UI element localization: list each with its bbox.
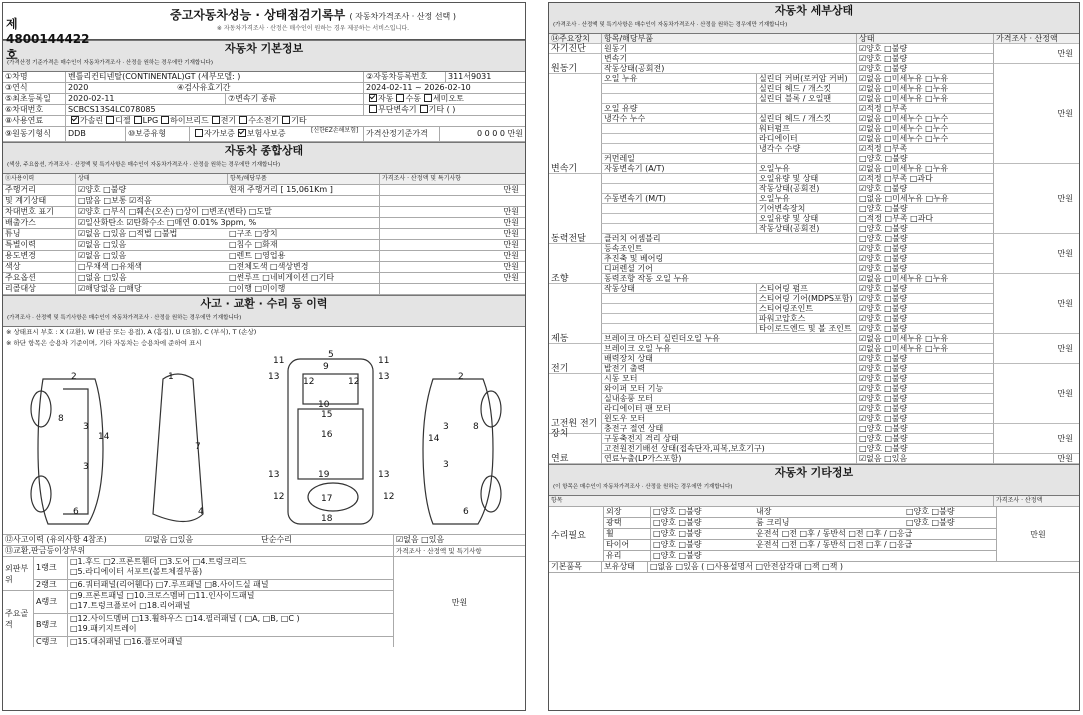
detail-subitem — [756, 154, 856, 164]
detail-status: ☑적정 □부족 — [856, 144, 993, 154]
detail-status: ☑양호 □불량 — [856, 264, 993, 274]
summary-row: 튜닝 ☑없음 □있음 □적법 □불법 □구조 □장치 만원 — [3, 229, 525, 240]
other-table: 수리필요 외장 □양호 □불량 내장 □양호 □불량 광택 □양호 □불량 룸 크리닝 □양호 □불량 휠 □양호 □불량 운전석 □전 □후 / 동반석 □전 □후 / □응급 타이어 □양호 □불량 운전석 □전 □후 / 동반석 □전 □후 / □응급 유리 □양호 □불량 만원 — [549, 507, 1079, 562]
detail-item — [601, 224, 756, 234]
detail-status: ☑없음 □미세누유 □누유 — [856, 74, 993, 84]
detail-item — [601, 184, 756, 194]
summary-table — [3, 185, 525, 295]
detail-status: ☑양호 □불량 — [856, 184, 993, 194]
detail-status: □양호 □불량 — [856, 434, 993, 444]
detail-item: 발전기 출력 — [601, 364, 856, 374]
detail-item: 배력장치 상태 — [601, 354, 856, 364]
detail-status: □양호 □불량 — [856, 204, 993, 214]
diagram-label-16: 16 — [321, 430, 333, 440]
detail-status: ☑양호 □불량 — [856, 314, 993, 324]
detail-item: 자동변속기 (A/T) — [601, 164, 756, 174]
detail-status: ☑없음 □미세누수 □누수 — [856, 124, 993, 134]
detail-status: ☑없음 □미세누유 □누유 — [856, 334, 993, 344]
detail-status: ☑양호 □불량 — [856, 374, 993, 384]
row-first-reg: ⑤최초등록일 2020-02-11 ⑦변속기 종류 자동 수동 세미오토 — [3, 94, 525, 105]
detail-item: 시동 모터 — [601, 374, 856, 384]
other-row: 유리 □양호 □불량 — [604, 551, 996, 562]
detail-item — [601, 84, 756, 94]
diagram-label-11: 11 — [273, 356, 285, 366]
detail-item: 브레이크 오일 누유 — [601, 344, 856, 354]
other-row: 광택 □양호 □불량 룸 크리닝 □양호 □불량 — [604, 518, 996, 529]
summary-header: 자동차 종합상태 (색상, 주요옵션, 가격조사 · 산정액 및 특기사항은 매수인이 자동차가격조사 · 산정을 원하는 경우에만 기재합니다) — [3, 142, 525, 174]
diagram-label-4: 4 — [198, 507, 204, 517]
accident-header: 사고 · 교환 · 수리 등 이력 (가격조사 · 산정액 및 특기사항은 매수인이 자동차가격조사 · 산정을 원하는 경우에만 기재합니다) — [3, 295, 525, 327]
title-choice: ( 자동차가격조사 · 산정 선택 ) — [349, 12, 456, 21]
detail-status: ☑양호 □불량 — [856, 414, 993, 424]
detail-item: 동력조향 작동 오일 누유 — [601, 274, 856, 284]
car-diagram — [3, 349, 525, 535]
detail-subitem: 오일유량 및 상태 — [756, 214, 856, 224]
detail-status: ☑없음 □미세누수 □누수 — [856, 114, 993, 124]
detail-table — [549, 44, 1079, 464]
detail-subitem: 실린더 커버(로커암 커버) — [756, 74, 856, 84]
summary-columns: ⑪사용이력 상태 항목/해당부품 가격조사 · 산정액 및 특기사항 — [3, 174, 525, 185]
detail-item: 구동축전지 격리 상태 — [601, 434, 856, 444]
detail-subitem: 냉각수 수량 — [756, 144, 856, 154]
row-vin: ⑥차대번호 SCBCS13S4LC078085 무단변속기 기타 ( ) — [3, 105, 525, 116]
detail-item — [601, 294, 756, 304]
detail-item: 오일 유량 — [601, 104, 756, 114]
detail-category: 원동기 — [549, 64, 601, 74]
detail-subitem: 타이로드엔드 및 볼 조인트 — [756, 324, 856, 334]
diagram-label-9: 9 — [323, 362, 329, 372]
detail-subitem: 실린더 헤드 / 개스킷 — [756, 114, 856, 124]
detail-price: 만원 — [993, 334, 1079, 364]
detail-status: □양호 □불량 — [856, 234, 993, 244]
summary-row: 리콜대상 ☑해당없음 □해당 □이행 □미이행 — [3, 284, 525, 295]
detail-category: 자기진단 — [549, 44, 601, 54]
summary-row: 차대번호 표기 ☑양호 □부식 □훼손(오손) □상이 □변조(변타) □도말 만원 — [3, 207, 525, 218]
detail-subitem: 작동상태(공회전) — [756, 224, 856, 234]
detail-status: □양호 □불량 — [856, 224, 993, 234]
detail-price: 만원 — [993, 454, 1079, 464]
row-fuel: ⑧사용연료 가솔린 디젤 LPG 하이브리드 전기 수소전기 기타 — [3, 116, 525, 127]
detail-subitem: 오일누유 — [756, 194, 856, 204]
detail-subitem — [756, 104, 856, 114]
detail-columns: ⑭주요장치 항목/해당부품 상태 가격조사 · 산정액 — [549, 34, 1079, 44]
detail-status: ☑없음 □미세누유 □누유 — [856, 344, 993, 354]
detail-category: 조향 — [549, 274, 601, 284]
detail-price: 만원 — [993, 364, 1079, 424]
detail-status: □적정 □부족 □과다 — [856, 214, 993, 224]
detail-status: ☑양호 □불량 — [856, 44, 993, 54]
detail-status: ☑양호 □불량 — [856, 64, 993, 74]
diagram-label-12: 12 — [303, 377, 315, 387]
detail-item: 등속조인트 — [601, 244, 856, 254]
diagram-label-13d: 13 — [378, 470, 390, 480]
diagram-label-13: 13 — [268, 372, 280, 382]
accident-note-2: ※ 하단 항목은 승용차 기준이며, 기타 자동차는 승용차에 준하여 표시 — [6, 339, 202, 347]
diagram-label-14r: 14 — [428, 434, 440, 444]
detail-status: ☑양호 □불량 — [856, 54, 993, 64]
detail-item — [601, 324, 756, 334]
parts-table: 외판부위 1랭크 □1.후드 □2.프론트휀더 □3.도어 □4.트렁크리드 □5.라디에이터 서포트(볼트체결부품) 2랭크 □6.쿼터패널(리어휀다) □7.루프패널 □8.사이드실 패널 주요골격 A랭크 □9.프론트패널 □10.크로스멤버 □11.인사이드패널 □17.트렁크플로어 □18.리어패널 B랭크 □12.사이드멤버 □13.휠하우스 □14.필러패널 ( □A, □B, □C ) □19.패키지트레이 C랭크 □15.대쉬패널 □16.플로어패널 만원 — [3, 557, 525, 647]
detail-status: ☑적정 □부족 — [856, 104, 993, 114]
diagram-label-3r2: 3 — [443, 460, 449, 470]
detail-item: 작동상태(공회전) — [601, 64, 856, 74]
detail-subitem: 파워고압호스 — [756, 314, 856, 324]
detail-status: ☑양호 □불량 — [856, 254, 993, 264]
detail-status: ☑없음 □미세누유 □누유 — [856, 84, 993, 94]
detail-status: □없음 □미세누유 □누유 — [856, 194, 993, 204]
registration-number: 311서9031 — [445, 72, 525, 82]
detail-subitem: 오일유량 및 상태 — [756, 174, 856, 184]
document-title: 중고자동차성능 · 상태점검기록부 — [170, 8, 346, 22]
diagram-label-12c: 12 — [273, 492, 285, 502]
detail-item: 오일 누유 — [601, 74, 756, 84]
diagram-label-8: 8 — [58, 414, 64, 424]
row-basic-items: 기본품목 보유상태 □없음 □있음 ( □사용설명서 □안전삼각대 □잭 □잭 ) — [549, 562, 1079, 573]
detail-category: 고전원 전기장치 — [549, 424, 601, 434]
detail-item — [601, 94, 756, 104]
detail-status: ☑양호 □불량 — [856, 354, 993, 364]
detail-header: 자동차 세부상태 (가격조사 · 산정액 및 특기사항은 매수인이 자동차가격조사 · 산정을 원하는 경우에만 기재합니다) — [549, 3, 1079, 34]
left-page — [2, 2, 526, 711]
detail-status: ☑양호 □불량 — [856, 364, 993, 374]
detail-item — [601, 174, 756, 184]
detail-status: ☑양호 □불량 — [856, 294, 993, 304]
diagram-label-18: 18 — [321, 514, 333, 524]
detail-status: ☑양호 □불량 — [856, 394, 993, 404]
detail-status: ☑없음 □미세누유 □누유 — [856, 274, 993, 284]
detail-subitem: 작동상태(공회전) — [756, 184, 856, 194]
detail-status: ☑양호 □불량 — [856, 304, 993, 314]
diagram-label-19: 19 — [318, 470, 330, 480]
diagram-label-10: 10 — [318, 400, 330, 410]
diagram-label-8r: 8 — [473, 422, 479, 432]
summary-row: 특별이력 ☑없음 □있음 □침수 □화재 만원 — [3, 240, 525, 251]
row-engine: ⑨원동기형식 DDB ⑩보증유형 자가보증 보험사보증 [신한EZ손해보험] 가격산정기준가격 0 0 0 0 만원 — [3, 127, 525, 142]
detail-item — [601, 124, 756, 134]
diagram-label-3: 3 — [83, 422, 89, 432]
detail-category: 연료 — [549, 454, 601, 464]
detail-category: 변속기 — [549, 164, 601, 174]
diagram-label-13b: 13 — [378, 372, 390, 382]
detail-category: 제동 — [549, 334, 601, 344]
detail-status: ☑없음 □미세누유 □누유 — [856, 94, 993, 104]
diagram-label-12d: 12 — [383, 492, 395, 502]
detail-category: 전기 — [549, 364, 601, 374]
detail-subitem: 실린더 헤드 / 개스킷 — [756, 84, 856, 94]
detail-item: 디퍼렌셜 기어 — [601, 264, 856, 274]
detail-subitem: 워터펌프 — [756, 124, 856, 134]
detail-item: 원동기 — [601, 44, 856, 54]
diagram-label-6: 6 — [73, 507, 79, 517]
detail-status: ☑양호 □불량 — [856, 284, 993, 294]
diagram-label-11b: 11 — [378, 356, 390, 366]
diagram-label-2: 2 — [71, 372, 77, 382]
summary-row: 주요옵션 □없음 □있음 □썬루프 □네비게이션 □기타 만원 — [3, 273, 525, 284]
diagram-label-7: 7 — [195, 442, 201, 452]
diagram-label-2r: 2 — [458, 372, 464, 382]
other-row: 휠 □양호 □불량 운전석 □전 □후 / 동반석 □전 □후 / □응급 — [604, 529, 996, 540]
detail-item — [601, 144, 756, 154]
diagram-label-17: 17 — [321, 494, 333, 504]
detail-status: ☑없음 □미세누유 □누유 — [856, 164, 993, 174]
detail-subitem: 스티어링조인트 — [756, 304, 856, 314]
detail-status: ☑양호 □불량 — [856, 324, 993, 334]
other-row: 외장 □양호 □불량 내장 □양호 □불량 — [604, 507, 996, 518]
summary-row: 색상 □무채색 □유채색 □전체도색 □색상변경 만원 — [3, 262, 525, 273]
detail-price: 만원 — [993, 164, 1079, 234]
detail-item — [601, 314, 756, 324]
detail-subitem: 스티어링 펌프 — [756, 284, 856, 294]
row-car-name: ①차명 벤틀리컨티넨탈(CONTINENTAL)GT (세부모델: ) ②자동차등록번호 311서9031 — [3, 72, 525, 83]
detail-category: 동력전달 — [549, 234, 601, 244]
detail-subitem: 오일누유 — [756, 164, 856, 174]
detail-item: 추진축 및 베어링 — [601, 254, 856, 264]
detail-item — [601, 204, 756, 214]
detail-price: 만원 — [993, 64, 1079, 164]
detail-item: 연료누출(LP가스포함) — [601, 454, 856, 464]
detail-status: ☑없음 □미세누수 □누수 — [856, 134, 993, 144]
detail-status: □양호 □불량 — [856, 424, 993, 434]
row-accident-history: ⑫사고이력 (유의사항 4참조) ☑없음 □있음 단순수리 ☑없음 □있음 — [3, 535, 525, 546]
vin-value: SCBCS13S4LC078085 — [65, 105, 363, 115]
detail-item — [601, 304, 756, 314]
detail-item: 브레이크 마스터 실린더오일 누유 — [601, 334, 856, 344]
detail-status: ☑양호 □불량 — [856, 404, 993, 414]
detail-item — [601, 134, 756, 144]
detail-item: 라디에이터 팬 모터 — [601, 404, 856, 414]
detail-status: ☑적정 □부족 □과다 — [856, 174, 993, 184]
detail-price: 만원 — [993, 424, 1079, 454]
detail-item: 충전구 절연 상태 — [601, 424, 856, 434]
document-number: 제 4800144422호 — [6, 17, 90, 62]
detail-subitem: 스티어링 기어(MDPS포함) — [756, 294, 856, 304]
row-year: ③연식 2020 ④검사유효기간 2024-02-11 ~ 2026-02-10 — [3, 83, 525, 94]
diagram-label-14: 14 — [98, 432, 110, 442]
diagram-label-3r: 3 — [443, 422, 449, 432]
detail-status: ☑양호 □불량 — [856, 244, 993, 254]
detail-item: 변속기 — [601, 54, 856, 64]
detail-item: 수동변속기 (M/T) — [601, 194, 756, 204]
detail-price: 만원 — [993, 44, 1079, 64]
detail-status: □양호 □불량 — [856, 154, 993, 164]
detail-item: 윈도우 모터 — [601, 414, 856, 424]
diagram-label-12b: 12 — [348, 377, 360, 387]
parts-price: 만원 — [393, 557, 525, 647]
detail-item: 와이퍼 모터 기능 — [601, 384, 856, 394]
summary-row: 및 계기상태 □많음 □보통 ☑적음 — [3, 196, 525, 207]
accident-note-1: ※ 상태표시 부호 : X (교환), W (판금 또는 용접), A (흠집), U (요철), C (부식), T (손상) — [6, 328, 257, 336]
detail-status: □양호 □불량 — [856, 444, 993, 454]
right-page: 자동차 세부상태 (가격조사 · 산정액 및 특기사항은 매수인이 자동차가격조사 · 산정을 원하는 경우에만 기재합니다) ⑭주요장치 항목/해당부품 상태 가격조사 · 산정액 자기진단 원동기 ☑양호 □불량 만원 변속기 ☑양호 □불량 원동기 작동상태(공회전) ☑양호 □불량 만원 오일 누유 실린더 커버(로커암 커버) ☑없음 □미세누유 □누유 실린더 헤드 / 개스킷 ☑없음 □미세누유 □누유 실린더 블록 / 오일팬 ☑없음 □미세누유 □누유 오일 유량 ☑적정 □부족 냉각수 누수 실린더 헤드 / 개스킷 ☑없음 □미세누수 □누수 워터펌프 ☑없음 □미세누수 □누수 라디에이터 ☑없음 □미세누수 □누수 냉각수 수량 ☑적정 □부족 커먼레일 □양호 □불량 변속기 자동변속기 (A/T) 오일누유 ☑없음 □미세누유 □누유 만원 오일유량 및 상태 ☑적정 □부족 □과다 작동상태(공회전) ☑양호 □불량 수동변속기 (M/T) 오일누유 □없음 □미세누유 □누유 기어변속장치 □양호 □불량 오일유량 및 상태 □적정 □부족 □과다 작동상태(공회전) □양호 □불량 동력전달 클러치 어셈블리 □양호 □불량 만원 등속조인트 ☑양호 □불량 추진축 및 베어링 ☑양호 □불량 디퍼렌셜 기어 ☑양호 □불량 조향 동력조향 작동 오일 누유 ☑없음 □미세누유 □누유 만원 작동상태 스티어링 펌프 ☑양호 □불량 스티어링 기어(MDPS포함) ☑양호 □불량 스티어링조인트 ☑양호 □불량 파워고압호스 ☑양호 □불량 타이로드엔드 및 볼 조인트 ☑양호 □불량 제동 브레이크 마스터 실린더오일 누유 ☑없음 □미세누유 □누유 만원 브레이크 오일 누유 ☑없음 □미세누유 □누유 배력장치 상태 ☑양호 □불량 전기 발전기 출력 ☑양호 □불량 만원 시동 모터 ☑양호 □불량 와이퍼 모터 기능 ☑양호 □불량 실내송풍 모터 ☑양호 □불량 라디에이터 팬 모터 ☑양호 □불량 윈도우 모터 ☑양호 □불량 고전원 전기장치 충전구 절연 상태 □양호 □불량 만원 구동축전지 격리 상태 □양호 □불량 고전원전기배선 상태(접속단자,피복,보호기구) □양호 □불량 연료 연료누출(LP가스포함) ☑없음 □있음 만원 자동차 기타정보 (이 항목은 매수인이 자동차가격조사 · 산정을 원하는 경우에만 기재합니다) 항목 가격조사 · 산정액 수리필요 외장 □양호 □불량 내장 □양호 □불량 광택 □양호 □불량 룸 크리닝 □양호 □불량 휠 □양호 □불량 운전석 □전 □후 / 동반석 □전 □후 / □응급 타이어 □양호 □불량 운전석 □전 □후 / 동반석 □전 □후 / □응급 유리 □양호 □불량 만원 기본품목 보유상태 □없음 □있음 ( □사용설명서 □안전삼각대 □잭 □잭 ) — [548, 2, 1080, 711]
diagram-label-3b: 3 — [83, 462, 89, 472]
detail-price: 만원 — [993, 234, 1079, 274]
diagram-label-13c: 13 — [268, 470, 280, 480]
summary-row: 배출가스 ☑일산화탄소 ☑탄화수소 □매연 0.01% 3ppm, % 만원 — [3, 218, 525, 229]
detail-item: 클러치 어셈블리 — [601, 234, 856, 244]
row-parts-header: ⑬교환,판금등이상부위 가격조사 · 산정액 및 특기사항 — [3, 546, 525, 557]
diagram-label-15: 15 — [321, 410, 333, 420]
detail-subitem: 기어변속장치 — [756, 204, 856, 214]
detail-status: ☑양호 □불량 — [856, 384, 993, 394]
detail-item: 고전원전기배선 상태(접속단자,피복,보호기구) — [601, 444, 856, 454]
diagram-label-5: 5 — [328, 350, 334, 360]
car-diagram-svg — [3, 349, 525, 534]
other-header: 자동차 기타정보 (이 항목은 매수인이 자동차가격조사 · 산정을 원하는 경우에만 기재합니다) — [549, 464, 1079, 496]
detail-price: 만원 — [993, 274, 1079, 334]
detail-status: ☑없음 □있음 — [856, 454, 993, 464]
diagram-label-1: 1 — [168, 372, 174, 382]
detail-item: 냉각수 누수 — [601, 114, 756, 124]
detail-item: 커먼레일 — [601, 154, 756, 164]
detail-subitem: 실린더 블록 / 오일팬 — [756, 94, 856, 104]
summary-row: 주행거리 ☑양호 □불량 현재 주행거리 [ 15,061Km ] 만원 — [3, 185, 525, 196]
basic-info-header: 자동차 기본정보 (가격산정 기준가격은 매수인이 자동차가격조사 · 산정을 원하는 경우에만 기재합니다) — [3, 40, 525, 72]
detail-item: 실내송풍 모터 — [601, 394, 856, 404]
diagram-label-6r: 6 — [463, 507, 469, 517]
title-note: ※ 자동차가격조사 · 산정은 매수인이 원하는 경우 제공하는 서비스입니다. — [216, 25, 410, 32]
other-row: 타이어 □양호 □불량 운전석 □전 □후 / 동반석 □전 □후 / □응급 — [604, 540, 996, 551]
detail-subitem: 라디에이터 — [756, 134, 856, 144]
summary-row: 용도변경 ☑없음 □있음 □렌트 □영업용 만원 — [3, 251, 525, 262]
detail-item: 작동상태 — [601, 284, 756, 294]
detail-item — [601, 214, 756, 224]
